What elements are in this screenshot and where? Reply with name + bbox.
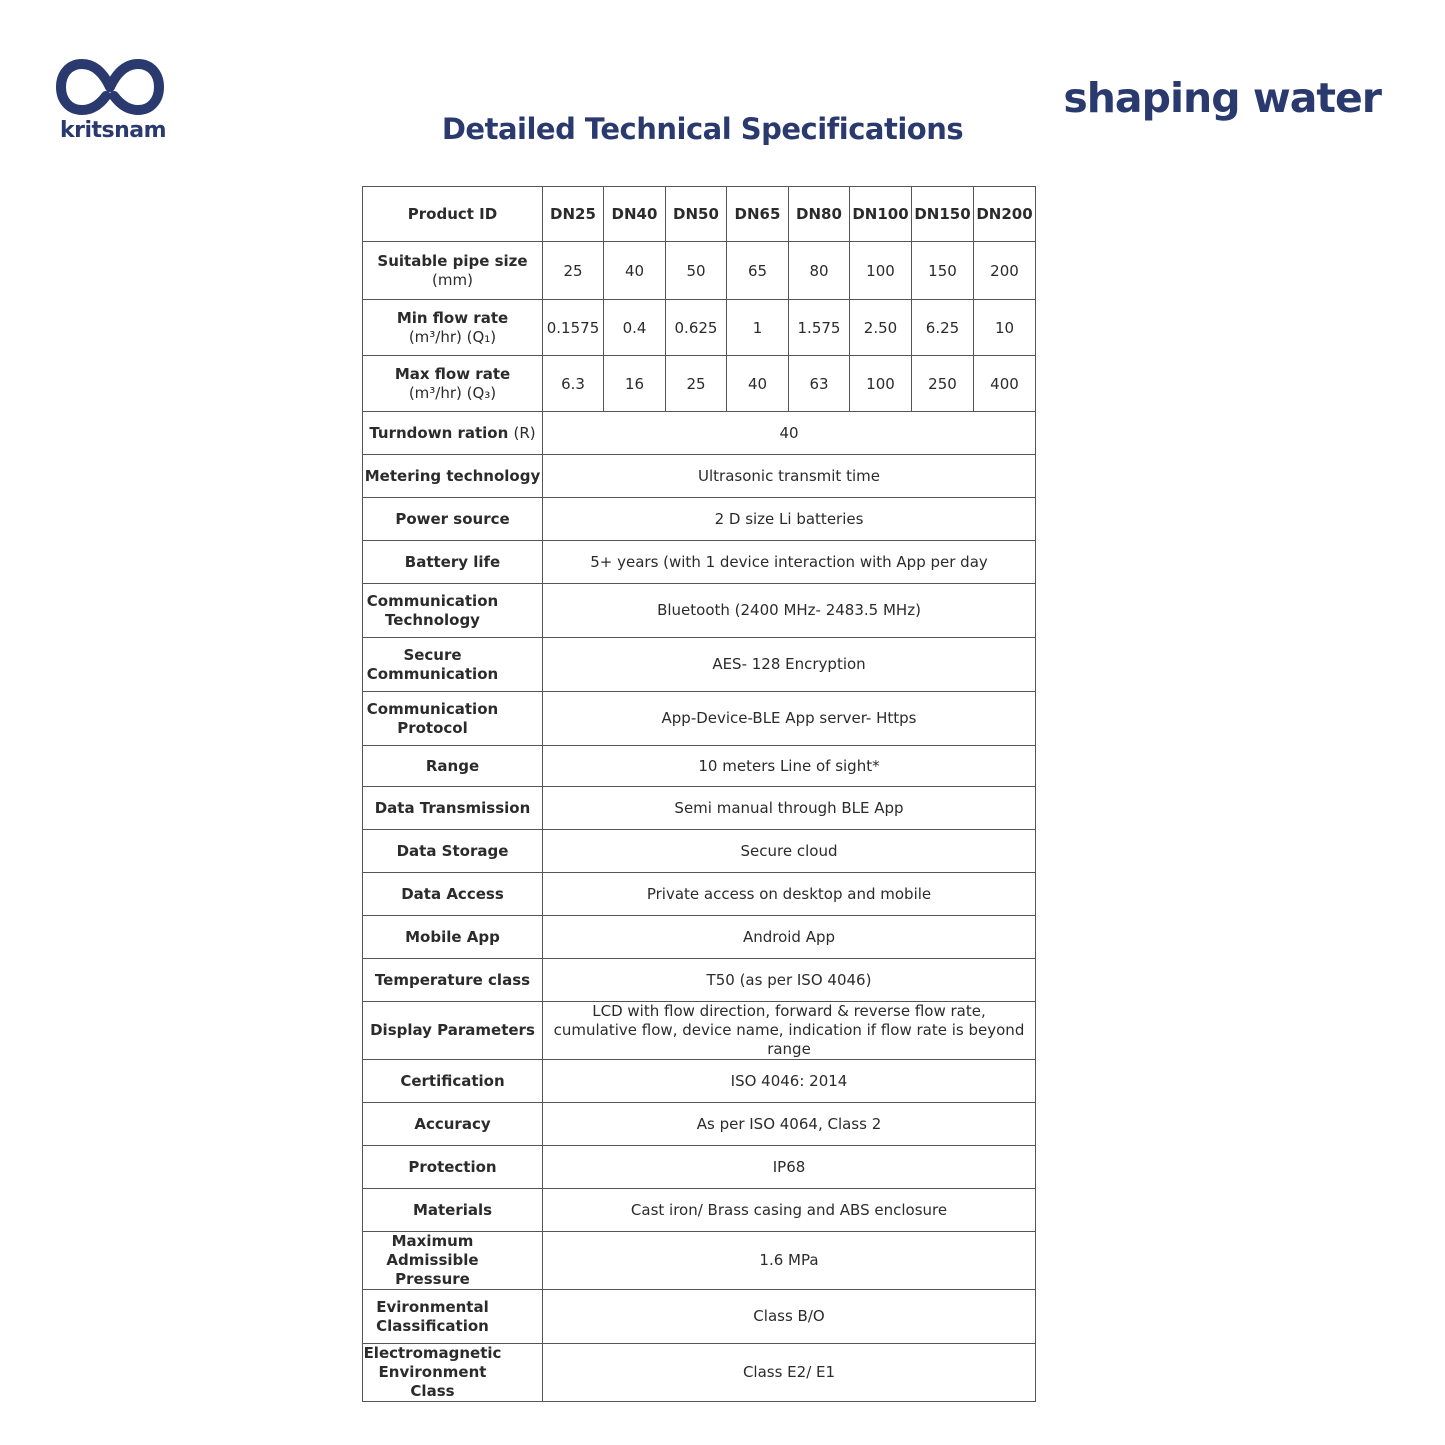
row-label: Communication Technology [363, 584, 543, 638]
table-cell: 200 [974, 242, 1036, 300]
table-row [363, 1060, 1036, 1103]
infinity-logo-icon [56, 58, 164, 116]
table-row [363, 1232, 1036, 1290]
column-header: DN25 [543, 187, 604, 242]
table-cell: 0.625 [666, 300, 727, 356]
row-label [363, 242, 543, 300]
table-cell: Ultrasonic transmit time [543, 455, 1036, 498]
table-cell: Semi manual through BLE App [543, 787, 1036, 830]
table-cell: 5+ years (with 1 device interaction with App per day [543, 541, 1036, 584]
table-cell: 6.3 [543, 356, 604, 412]
row-label: Temperature class [363, 959, 543, 1002]
table-cell: 0.1575 [543, 300, 604, 356]
table-cell: 400 [974, 356, 1036, 412]
row-label-text: Turndown ration [369, 423, 509, 442]
column-header: DN100 [850, 187, 912, 242]
table-cell: Android App [543, 916, 1036, 959]
table-row [363, 498, 1036, 541]
table-row [363, 584, 1036, 638]
row-indicator: (R) [513, 423, 536, 442]
row-unit: (m³/hr) (Q₁) [408, 327, 497, 346]
column-header: DN200 [974, 187, 1036, 242]
row-label [363, 300, 543, 356]
table-row [363, 1103, 1036, 1146]
table-row [363, 746, 1036, 787]
column-header: DN40 [604, 187, 666, 242]
row-label: Evironmental Classification [363, 1290, 543, 1344]
table-cell: Private access on desktop and mobile [543, 873, 1036, 916]
table-header-row [363, 187, 1036, 242]
row-label: Secure Communication [363, 638, 543, 692]
row-label-text: Min flow rate [396, 308, 509, 327]
table-row [363, 787, 1036, 830]
table-cell: 2.50 [850, 300, 912, 356]
table-cell: 25 [666, 356, 727, 412]
table-cell: IP68 [543, 1146, 1036, 1189]
table-row [363, 873, 1036, 916]
table-row [363, 830, 1036, 873]
column-header: DN65 [727, 187, 789, 242]
table-row [363, 356, 1036, 412]
table-row [363, 412, 1036, 455]
spec-table [362, 186, 1036, 1402]
page-title: Detailed Technical Specifications [441, 112, 964, 146]
table-cell: 1.6 MPa [543, 1232, 1036, 1290]
row-label: Range [363, 746, 543, 787]
table-cell: 16 [604, 356, 666, 412]
table-cell: 2 D size Li batteries [543, 498, 1036, 541]
row-label: Maximum Admissible Pressure [363, 1232, 543, 1290]
table-row [363, 300, 1036, 356]
column-header: DN150 [912, 187, 974, 242]
table-cell: T50 (as per ISO 4046) [543, 959, 1036, 1002]
table-cell: Class E2/ E1 [543, 1344, 1036, 1402]
table-row [363, 541, 1036, 584]
table-row [363, 916, 1036, 959]
table-cell: 1.575 [789, 300, 850, 356]
row-label [363, 356, 543, 412]
table-row [363, 455, 1036, 498]
header-label: Product ID [363, 187, 543, 242]
table-cell: Cast iron/ Brass casing and ABS enclosure [543, 1189, 1036, 1232]
row-label: Accuracy [363, 1103, 543, 1146]
row-label: Communication Protocol [363, 692, 543, 746]
table-cell: 65 [727, 242, 789, 300]
table-cell: Class B/O [543, 1290, 1036, 1344]
table-cell: 100 [850, 356, 912, 412]
table-cell: 150 [912, 242, 974, 300]
row-unit: (m³/hr) (Q₃) [408, 383, 497, 402]
row-label: Protection [363, 1146, 543, 1189]
table-row [363, 1290, 1036, 1344]
row-label: Mobile App [363, 916, 543, 959]
table-cell: 100 [850, 242, 912, 300]
table-cell: 250 [912, 356, 974, 412]
table-cell: App-Device-BLE App server- Https [543, 692, 1036, 746]
table-cell: 50 [666, 242, 727, 300]
row-label: Metering technology [363, 455, 543, 498]
row-label: Battery life [363, 541, 543, 584]
table-cell: As per ISO 4064, Class 2 [543, 1103, 1036, 1146]
table-cell: 10 [974, 300, 1036, 356]
table-cell: 25 [543, 242, 604, 300]
table-row [363, 1002, 1036, 1060]
column-header: DN50 [666, 187, 727, 242]
table-cell: 10 meters Line of sight* [543, 746, 1036, 787]
row-label [363, 412, 543, 455]
table-cell: AES- 128 Encryption [543, 638, 1036, 692]
table-cell: Bluetooth (2400 MHz- 2483.5 MHz) [543, 584, 1036, 638]
table-cell: 63 [789, 356, 850, 412]
table-row [363, 1344, 1036, 1402]
common-rows [363, 455, 1036, 1402]
row-label: Display Parameters [363, 1002, 543, 1060]
table-cell: 6.25 [912, 300, 974, 356]
row-label: Data Transmission [363, 787, 543, 830]
table-row [363, 242, 1036, 300]
row-unit: (mm) [432, 270, 473, 289]
table-cell: Secure cloud [543, 830, 1036, 873]
row-label: Power source [363, 498, 543, 541]
table-cell: 40 [727, 356, 789, 412]
column-header: DN80 [789, 187, 850, 242]
table-row [363, 959, 1036, 1002]
row-label: Certification [363, 1060, 543, 1103]
row-label: Data Access [363, 873, 543, 916]
table-cell: 40 [604, 242, 666, 300]
table-row [363, 1189, 1036, 1232]
row-label: Data Storage [363, 830, 543, 873]
brand-name: kritsnam [60, 118, 167, 143]
table-cell: LCD with flow direction, forward & reverse flow rate, cumulative flow, device name, indication if flow rate is beyond range [543, 1002, 1036, 1060]
brand-tagline: shaping water [1063, 74, 1381, 122]
table-cell: 40 [543, 412, 1036, 455]
table-cell: 1 [727, 300, 789, 356]
row-label: Materials [363, 1189, 543, 1232]
table-row [363, 692, 1036, 746]
table-row [363, 1146, 1036, 1189]
table-cell: ISO 4046: 2014 [543, 1060, 1036, 1103]
row-label-text: Suitable pipe size [377, 251, 528, 270]
table-cell: 0.4 [604, 300, 666, 356]
row-label: Electromagnetic Environment Class [363, 1344, 543, 1402]
table-cell: 80 [789, 242, 850, 300]
row-label-text: Max flow rate [394, 364, 511, 383]
table-row [363, 638, 1036, 692]
